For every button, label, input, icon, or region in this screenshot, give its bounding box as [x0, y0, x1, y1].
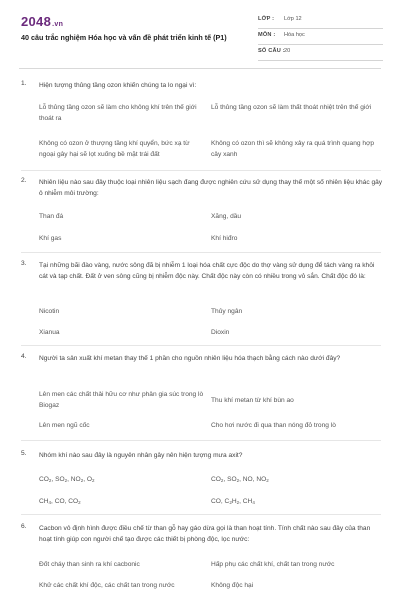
answer-option[interactable]: Than đá	[39, 213, 64, 220]
question-divider	[21, 170, 381, 171]
question-number: 3.	[21, 260, 27, 267]
meta-row-grade	[258, 13, 383, 29]
formula-subscript: 2	[229, 500, 232, 505]
question-text: Hiện tượng thủng tầng ozon khiến chúng ta lo ngại vì:	[39, 82, 197, 89]
question-number: 4.	[21, 353, 27, 360]
meta-label: LỚP :	[258, 16, 275, 22]
formula-subscript: 2	[92, 478, 95, 483]
meta-value: Lớp 12	[284, 16, 302, 22]
answer-option[interactable]: Nicotin	[39, 308, 60, 315]
formula-subscript: 2	[80, 478, 84, 483]
question-number: 2.	[21, 177, 27, 184]
question-number: 5.	[21, 450, 27, 457]
meta-value: 20	[284, 48, 291, 54]
formula-subscript: 2	[266, 478, 269, 483]
answer-option[interactable]: Khử các chất khí độc, các chất tan trong nước	[39, 582, 175, 589]
page-header	[0, 0, 400, 64]
question-text: Nhóm khí nào sau đây là nguyên nhân gây nên hiện tượng mưa axit?	[39, 452, 243, 459]
answer-option[interactable]: $CO_2$, $SO_2$, $NO_2$, $O_2$	[39, 476, 95, 483]
answer-option[interactable]: Không độc hại	[211, 582, 254, 589]
answer-option[interactable]: Lỗ thủng tầng ozon sẽ làm thất thoát nhiệt trên thế giới	[211, 104, 372, 111]
answer-option[interactable]: Xianua	[39, 329, 60, 336]
answer-option[interactable]: Không có ozon ở thượng tầng khí quyển, bức xạ từ ngoại gây hại sẽ lọt xuống bề mặt trái đất	[39, 140, 190, 158]
question-divider	[21, 440, 381, 441]
answer-option[interactable]: Hấp phụ các chất khí, chất tan trong nước	[211, 561, 335, 568]
question-divider	[21, 345, 381, 346]
formula-subscript: 2	[220, 478, 224, 483]
answer-option[interactable]: Xăng, dầu	[211, 213, 242, 220]
formula-subscript: 2	[78, 500, 81, 505]
answer-option[interactable]: Khí gas	[39, 235, 62, 242]
meta-row-count	[258, 45, 383, 61]
question-divider	[21, 514, 381, 515]
answer-option[interactable]: Dioxin	[211, 329, 230, 336]
question-text: Người ta sản xuất khí metan thay thế 1 phần cho nguồn nhiên liệu hóa thạch bằng cách nào dưới đây?	[39, 355, 341, 362]
answer-option[interactable]: Đốt cháy than sinh ra khí cacbonic	[39, 561, 140, 568]
answer-option[interactable]: CO, $C_2H_2$, $CH_4$	[211, 498, 255, 505]
formula-subscript: 2	[236, 478, 240, 483]
question-number: 6.	[21, 523, 27, 530]
formula-subscript: 2	[64, 478, 68, 483]
formula-subscript: 4	[252, 500, 255, 505]
question-text: Cacbon vô định hình được điều chế từ than gỗ hay gáo dừa gọi là than hoạt tính. Tính chất nào sau đây của than hoạt tính giúp con người chế tạo được các thiết bị phòng độc, lọc nước:	[39, 525, 371, 543]
answer-option[interactable]: Thu khí metan từ khí bùn ao	[211, 397, 294, 404]
question-number: 1.	[21, 80, 27, 87]
header-divider	[19, 68, 381, 69]
meta-label: SỐ CÂU :	[258, 48, 285, 54]
meta-row-subject	[258, 29, 383, 45]
question-text: Nhiên liệu nào sau đây thuộc loại nhiên liệu sạch đang được nghiên cứu sử dụng thay thế một số nhiên liệu khác gây ô nhiễm môi trường:	[39, 179, 383, 197]
logo[interactable]	[21, 14, 63, 29]
answer-option[interactable]: $CH_4$, CO, $CO_2$	[39, 498, 81, 505]
logo-suffix: .vn	[52, 21, 64, 28]
logo-text: 2048	[21, 14, 52, 29]
formula-subscript: 2	[48, 478, 52, 483]
formula-subscript: 4	[48, 500, 52, 505]
answer-option[interactable]: Khí hiđro	[211, 235, 238, 242]
answer-option[interactable]: Thủy ngân	[211, 308, 243, 315]
answer-option[interactable]: $CO_2$, $SO_2$, NO, $NO_2$	[211, 476, 269, 483]
answer-option[interactable]: Lên men ngũ cốc	[39, 422, 90, 429]
answer-option[interactable]: Cho hơi nước đi qua than nóng đỏ trong lò	[211, 422, 336, 429]
meta-label: MÔN :	[258, 32, 276, 38]
quiz-meta	[258, 13, 383, 61]
page-title: 40 câu trắc nghiệm Hóa học và vấn đề phát triển kinh tế (P1)	[21, 33, 227, 42]
answer-option[interactable]: Không có ozon thì sẽ không xảy ra quá trình quang hợp cây xanh	[211, 140, 375, 158]
formula-subscript: 2	[236, 500, 240, 505]
question-text: Tại những bãi đào vàng, nước sông đã bị nhiễm 1 loại hóa chất cực độc do thợ vàng sử dụng để tách vàng ra khỏi cát và tạp chất. Đất ở ven sông cũng bị nhiễm độc này. Chất độc này còn có nhiều trong vỏ sắn. Chất độc đó là:	[39, 262, 375, 280]
meta-value: Hóa học	[284, 32, 305, 38]
answer-option[interactable]: Lỗ thủng tầng ozon sẽ làm cho không khí trên thế giới thoát ra	[39, 104, 197, 122]
question-divider	[21, 252, 381, 253]
answer-option[interactable]: Lên men các chất thải hữu cơ như phân gia súc trong lò Biogaz	[39, 391, 204, 409]
